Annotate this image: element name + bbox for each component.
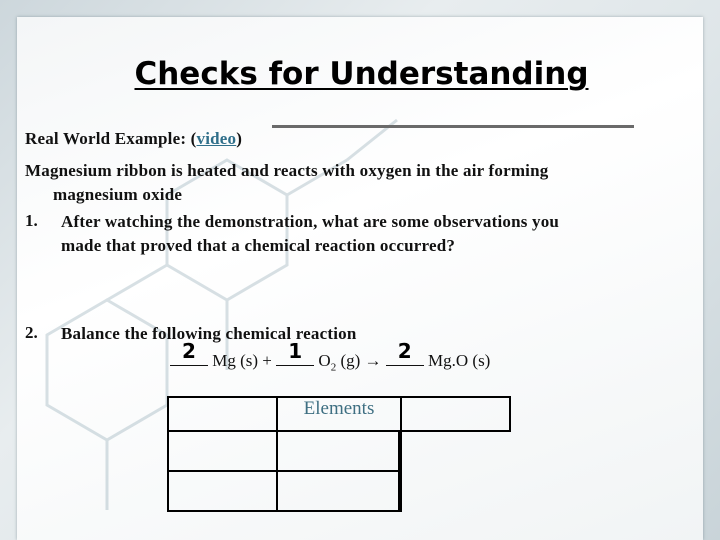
table-cell — [168, 431, 277, 471]
table-cell — [399, 471, 401, 511]
oxygen-symbol: O — [318, 351, 331, 370]
question-1-line-2: made that proved that a chemical reaction occurred? — [61, 236, 456, 255]
reactant-o2-state: (g) — [340, 351, 361, 370]
coefficient-blank-2 — [276, 339, 314, 366]
table-cell — [277, 431, 399, 471]
coefficient-answer-1: 2 — [182, 339, 196, 363]
question-1-number: 1. — [25, 211, 38, 230]
video-link[interactable]: video — [196, 129, 237, 148]
coefficient-blank-1 — [170, 339, 208, 366]
page-title: Checks for Understanding — [134, 56, 589, 92]
product-mgo: Mg.O (s) — [428, 351, 491, 370]
coefficient-answer-3: 2 — [397, 339, 412, 363]
table-cell — [277, 471, 399, 511]
real-world-example-line — [25, 128, 242, 150]
table-cell — [168, 397, 277, 431]
coefficient-answer-2: 1 — [288, 339, 303, 363]
title-divider — [272, 125, 634, 128]
oxygen-subscript: 2 — [330, 361, 337, 374]
arrow-icon: → — [364, 351, 382, 370]
table-cell — [401, 397, 510, 431]
question-1-line-1: After watching the demonstration, what are some observations you — [61, 212, 560, 231]
elements-header: Elements — [277, 397, 401, 431]
elements-table — [167, 396, 511, 512]
reactant-mg: Mg (s) + — [212, 351, 272, 370]
coefficient-blank-3 — [386, 339, 424, 366]
description-line-1: Magnesium ribbon is heated and reacts with oxygen in the air forming — [25, 161, 549, 180]
table-cell — [399, 431, 401, 471]
chemical-equation — [170, 339, 491, 382]
question-2-line-1: Balance the following chemical reaction — [61, 324, 357, 343]
table-cell — [168, 471, 277, 511]
question-2-number: 2. — [25, 323, 38, 342]
description-line-2: magnesium oxide — [53, 185, 183, 204]
intro-prefix: Real World Example: ( — [25, 129, 197, 148]
reactant-o2 — [318, 351, 337, 374]
intro-suffix: ) — [236, 129, 243, 148]
